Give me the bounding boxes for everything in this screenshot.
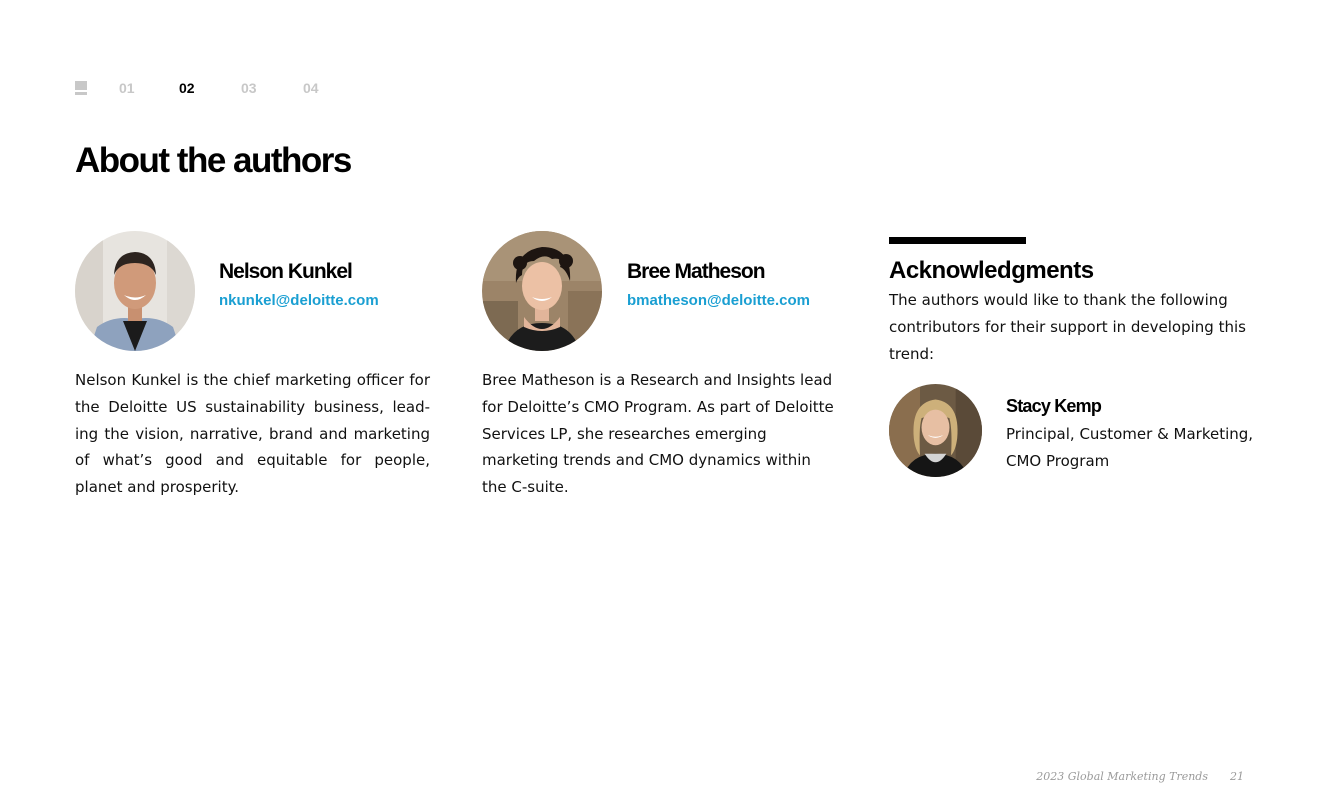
contributor-photo-stacy-kemp [889,384,982,477]
author-name: Nelson Kunkel [219,260,352,283]
nav-item-01[interactable]: 01 [119,80,135,96]
author-email-link[interactable]: nkunkel@deloitte.com [219,292,379,309]
page-title: About the authors [75,141,351,180]
contributor-role: Principal, Customer & Marketing, CMO Program [1006,425,1254,470]
author-name: Bree Matheson [627,260,765,283]
author-bio: Nelson Kunkel is the chief marketing officer for the Deloitte US sustainability business, lead-ing the vision, narrative, brand and marketing of what’s good and equitable for people, planet and prosperity. [75,371,430,497]
author-email-link[interactable]: bmatheson@deloitte.com [627,292,810,309]
publication-title: 2023 Global Marketing Trends [1036,770,1208,783]
nav-item-04[interactable]: 04 [303,80,319,96]
author-bio: Bree Matheson is a Research and Insights lead for Deloitte’s CMO Program. As part of Deloitte Services LP, she researches emerging marketing trends and CMO dynamics within the C-suite. [482,371,834,497]
acknowledgments-divider [889,237,1026,244]
acknowledgments-text: The authors would like to thank the following contributors for their support in developing this trend: [889,291,1246,363]
acknowledgments-title: Acknowledgments [889,257,1094,284]
nav-item-02[interactable]: 02 [179,80,195,96]
author-photo-nelson-kunkel [75,231,195,351]
nav-item-03[interactable]: 03 [241,80,257,96]
page-number: 21 [1230,770,1244,783]
contributor-name: Stacy Kemp [1006,396,1102,416]
author-photo-bree-matheson [482,231,602,351]
home-icon[interactable] [75,81,87,95]
page-footer [1036,770,1244,784]
